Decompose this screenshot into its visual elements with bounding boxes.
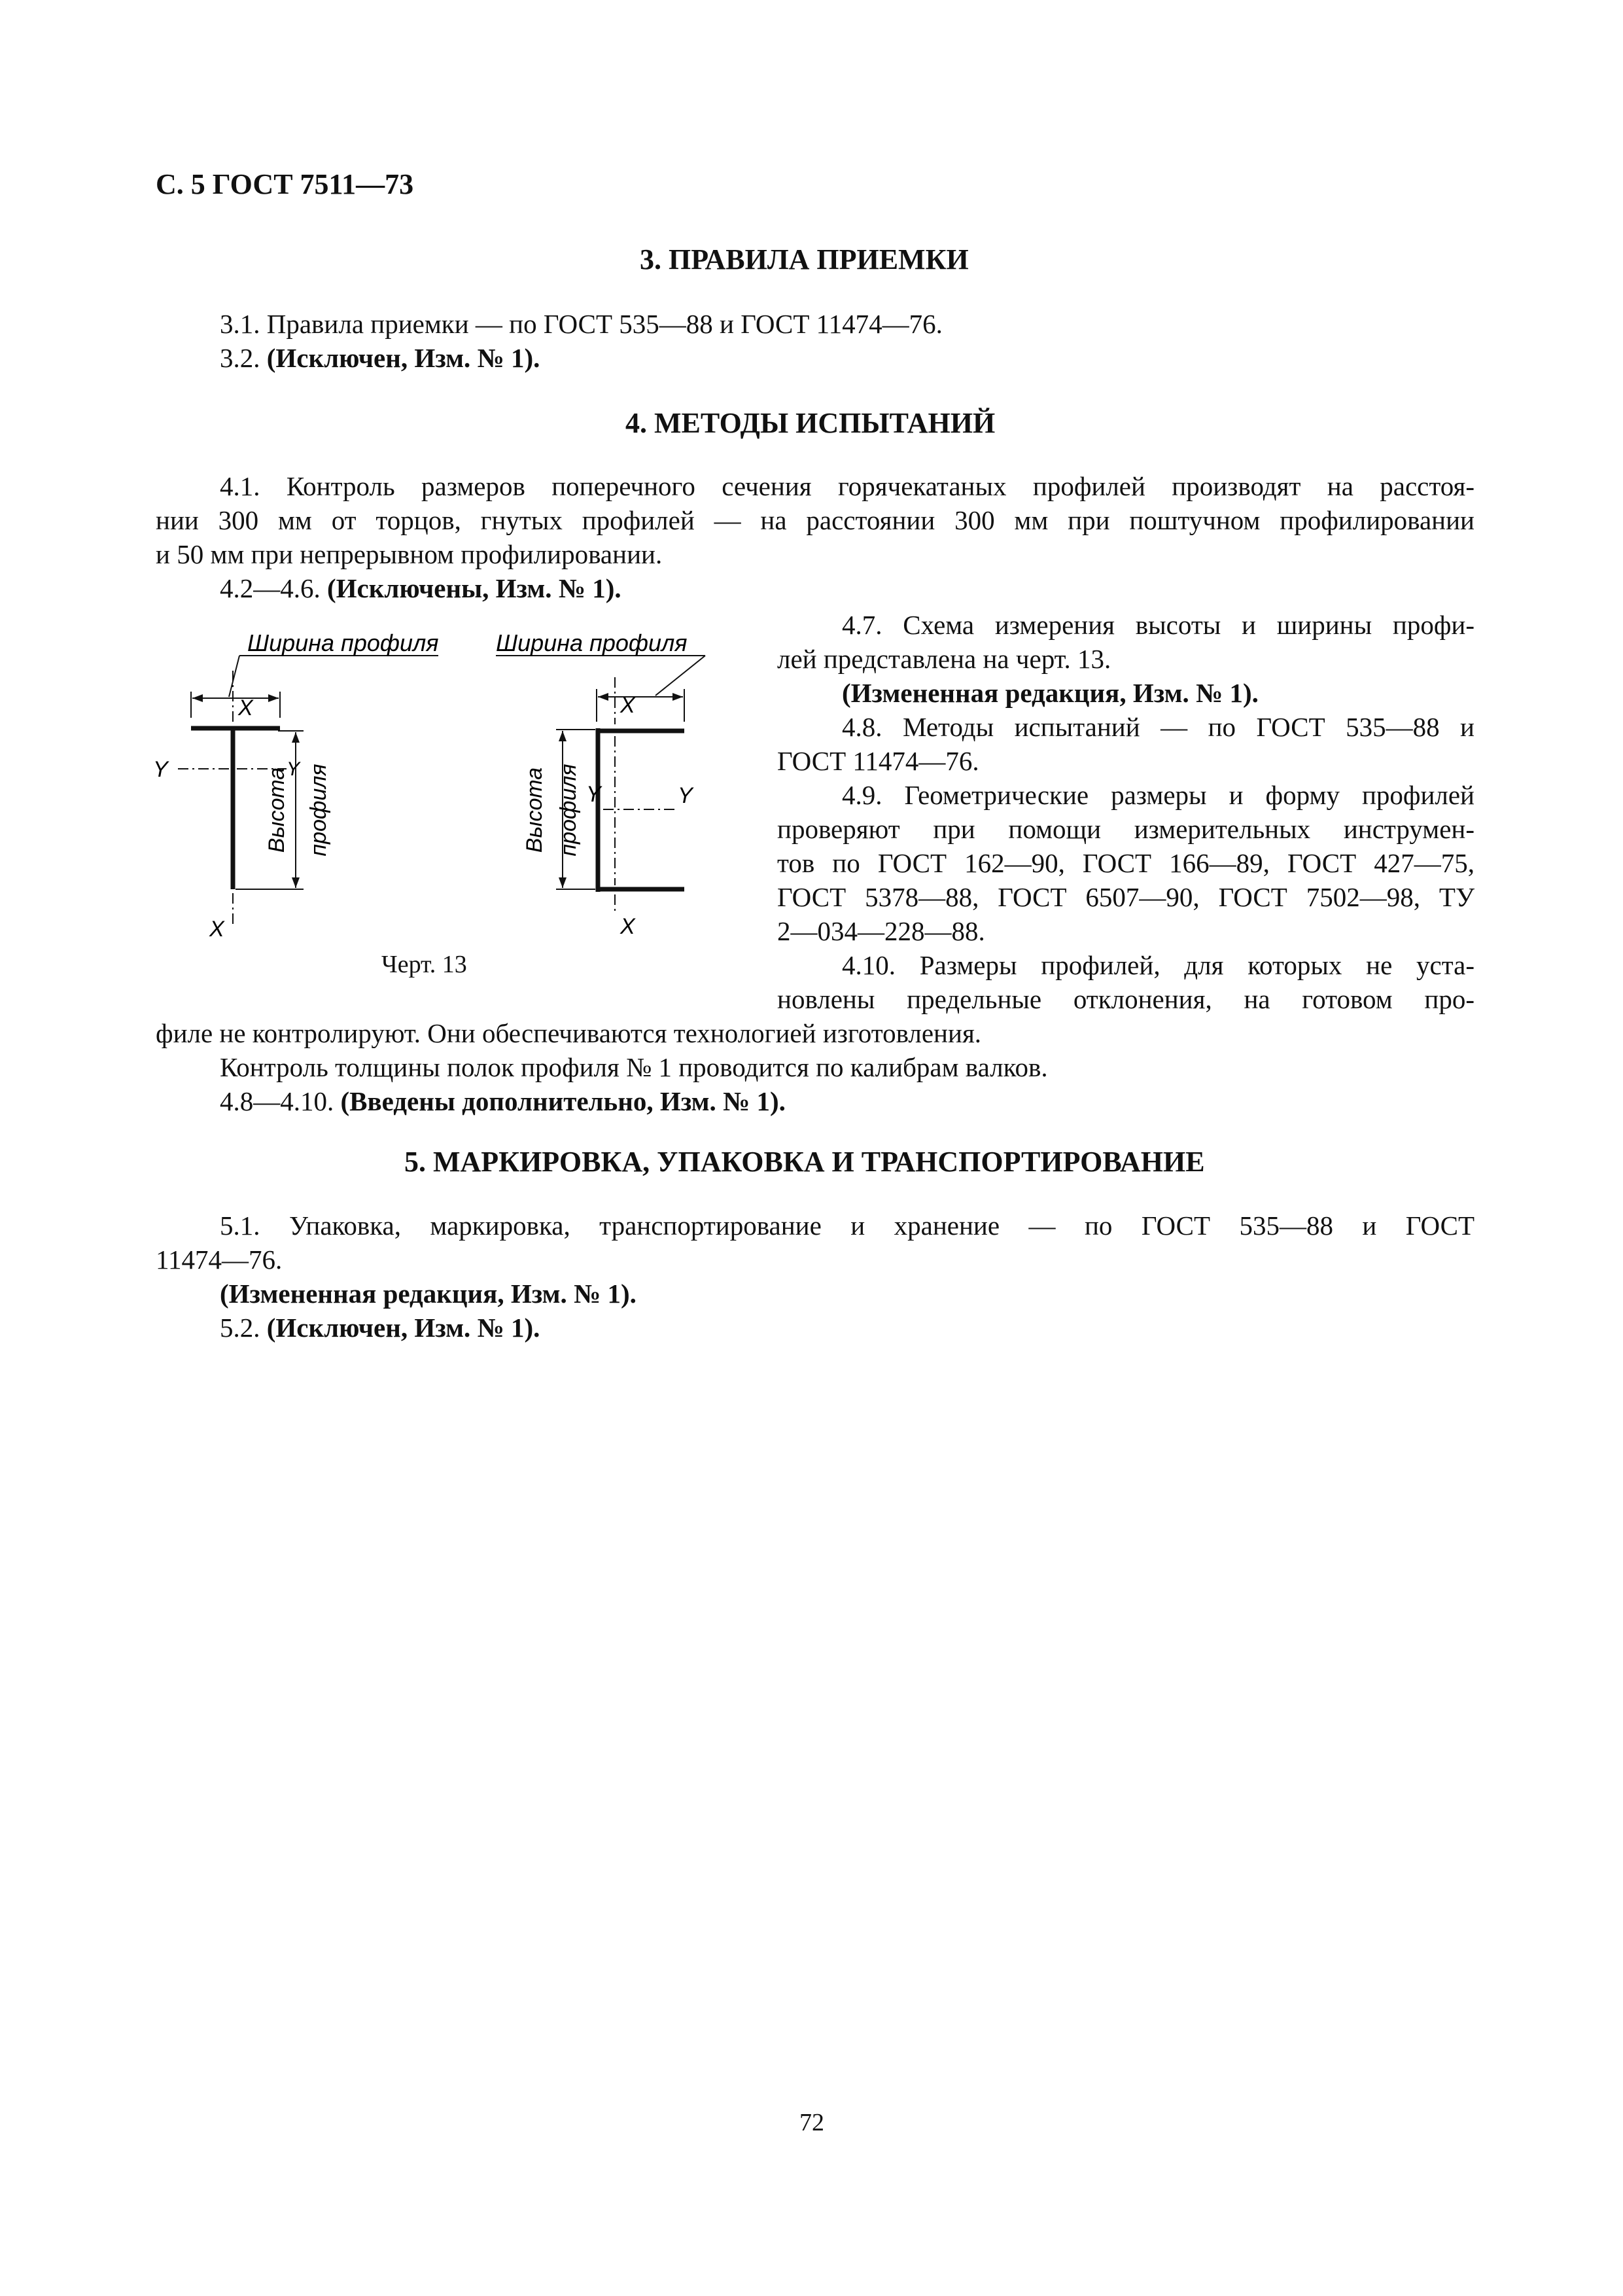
para-5-2-note: (Исключен, Изм. № 1). bbox=[266, 1313, 540, 1343]
t-axis-y-left: Y bbox=[153, 757, 168, 782]
para-5-2-number: 5.2. bbox=[220, 1313, 260, 1343]
t-axis-x-top: X bbox=[238, 696, 253, 720]
para-4-10-line-2: новлены предельные отклонения, на готовом про- bbox=[777, 984, 1475, 1014]
running-header: С. 5 ГОСТ 7511—73 bbox=[156, 168, 414, 200]
para-4-2-4-6 bbox=[220, 572, 621, 605]
para-4-1-line-2: нии 300 мм от торцов, гнутых профилей — на расстоянии 300 мм при поштучном профилировании bbox=[156, 505, 1475, 535]
para-3-2 bbox=[220, 342, 540, 374]
c-height-label-2: профиля bbox=[556, 764, 581, 857]
para-4-10-line-1: 4.10. Размеры профилей, для которых не уста- bbox=[842, 950, 1475, 980]
para-3-2-number: 3.2. bbox=[220, 343, 260, 373]
drawing-13 bbox=[144, 625, 746, 991]
para-4-2-4-6-note: (Исключены, Изм. № 1). bbox=[327, 573, 621, 603]
para-4-10-line-4: Контроль толщины полок профиля № 1 проводится по калибрам валков. bbox=[220, 1052, 1048, 1082]
para-3-2-note: (Исключен, Изм. № 1). bbox=[266, 343, 540, 373]
para-4-2-4-6-number: 4.2—4.6. bbox=[220, 573, 321, 603]
para-4-9-line-1: 4.9. Геометрические размеры и форму профилей bbox=[842, 780, 1475, 810]
t-axis-y-right: Y bbox=[287, 758, 300, 780]
c-axis-y-right: Y bbox=[678, 783, 693, 808]
para-4-8-4-10-note: (Введены дополнительно, Изм. № 1). bbox=[340, 1086, 786, 1116]
para-4-7-note: (Измененная редакция, Изм. № 1). bbox=[842, 678, 1259, 708]
c-width-label: Ширина профиля bbox=[496, 629, 688, 656]
para-5-2 bbox=[220, 1311, 540, 1344]
section-3-title: 3. ПРАВИЛА ПРИЕМКИ bbox=[640, 243, 969, 275]
c-axis-y-left: Y bbox=[586, 782, 601, 807]
page-number: 72 bbox=[799, 2109, 824, 2136]
para-4-9-line-2: проверяют при помощи измерительных инструмен- bbox=[777, 814, 1475, 844]
para-4-8-line-1: 4.8. Методы испытаний — по ГОСТ 535—88 и bbox=[842, 712, 1475, 742]
t-width-label: Ширина профиля bbox=[247, 629, 439, 656]
c-axis-x-bottom: X bbox=[620, 914, 635, 939]
para-5-1-note: (Измененная редакция, Изм. № 1). bbox=[220, 1279, 637, 1309]
para-3-1: 3.1. Правила приемки — по ГОСТ 535—88 и ГОСТ 11474—76. bbox=[220, 309, 943, 339]
c-axis-x-top: X bbox=[620, 693, 635, 718]
para-4-8-4-10 bbox=[220, 1085, 786, 1118]
para-4-8-line-2: ГОСТ 11474—76. bbox=[777, 746, 979, 776]
section-4-title: 4. МЕТОДЫ ИСПЫТАНИЙ bbox=[625, 407, 996, 439]
para-5-1-line-1: 5.1. Упаковка, маркировка, транспортирование и хранение — по ГОСТ 535—88 и ГОСТ bbox=[220, 1210, 1475, 1241]
para-5-1-line-2: 11474—76. bbox=[156, 1245, 283, 1275]
c-height-label-1: Высота bbox=[522, 767, 547, 853]
para-4-1-line-1: 4.1. Контроль размеров поперечного сечения горячекатаных профилей производят на расстоя- bbox=[220, 471, 1475, 501]
figure-caption: Черт. 13 bbox=[381, 951, 467, 978]
t-height-label-2: профиля bbox=[306, 764, 331, 857]
para-4-1-line-3: и 50 мм при непрерывном профилировании. bbox=[156, 539, 663, 569]
para-4-10-line-3: филе не контролируют. Они обеспечиваются технологией изготовления. bbox=[156, 1018, 982, 1048]
para-4-7-line-2: лей представлена на черт. 13. bbox=[777, 644, 1111, 674]
t-height-label-1: Высота bbox=[264, 767, 289, 853]
t-axis-x-bottom: X bbox=[209, 917, 224, 942]
para-4-7-line-1: 4.7. Схема измерения высоты и ширины профи- bbox=[842, 610, 1475, 640]
section-5-title: 5. МАРКИРОВКА, УПАКОВКА И ТРАНСПОРТИРОВАНИЕ bbox=[404, 1146, 1205, 1178]
para-4-8-4-10-number: 4.8—4.10. bbox=[220, 1086, 334, 1116]
para-4-9-line-3: тов по ГОСТ 162—90, ГОСТ 166—89, ГОСТ 427—75, bbox=[777, 848, 1475, 878]
para-4-9-line-5: 2—034—228—88. bbox=[777, 916, 985, 946]
para-4-9-line-4: ГОСТ 5378—88, ГОСТ 6507—90, ГОСТ 7502—98, ТУ bbox=[777, 882, 1475, 912]
